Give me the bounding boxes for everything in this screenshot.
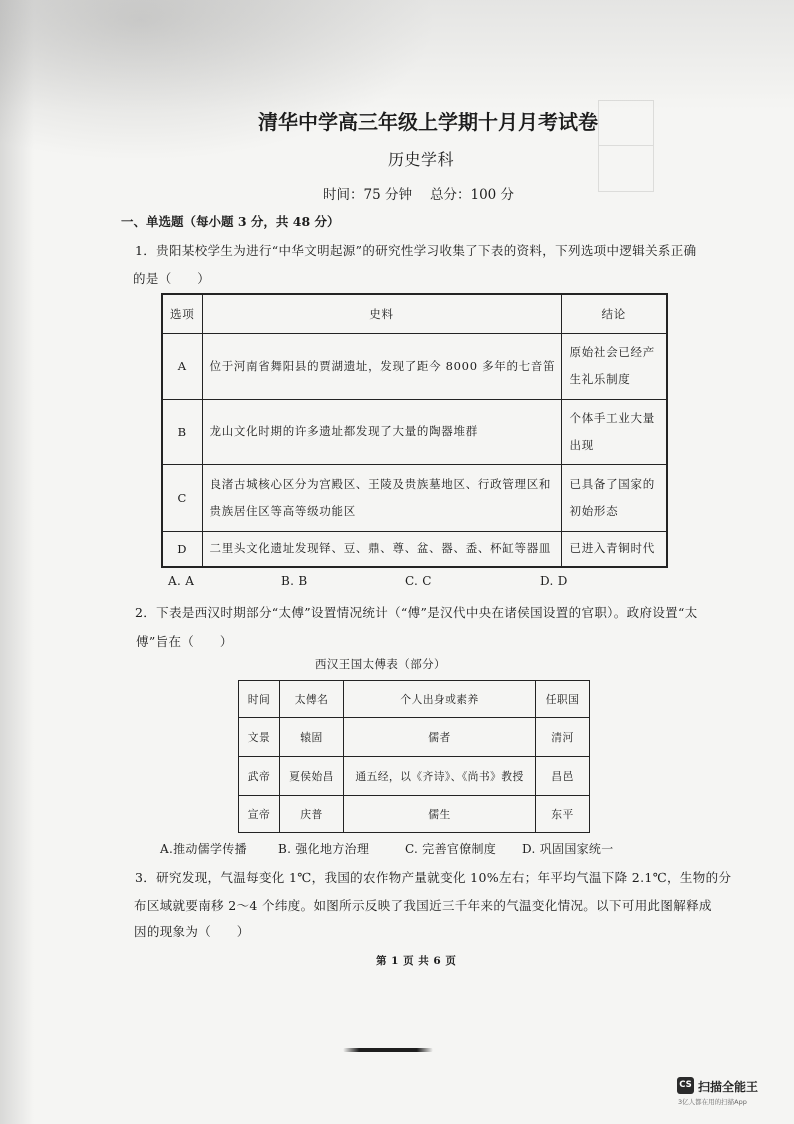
scan-artifact bbox=[343, 1048, 433, 1052]
cell-line: 已具备了国家的 bbox=[569, 476, 655, 491]
conclusion-cell bbox=[561, 531, 667, 567]
header-cell-tutor-name: 太傅名 bbox=[280, 681, 344, 718]
background-cell: 儒者 bbox=[344, 718, 536, 757]
table-row bbox=[162, 531, 667, 567]
choice-d: D. D bbox=[540, 574, 568, 588]
exam-total-score: 总分：100 分 bbox=[430, 187, 515, 203]
conclusion-cell bbox=[561, 333, 667, 399]
kingdom-cell: 昌邑 bbox=[536, 757, 590, 796]
choice-b: B. 强化地方治理 bbox=[278, 842, 370, 856]
table-row bbox=[162, 464, 667, 531]
kingdom-cell: 清河 bbox=[536, 718, 590, 757]
source-cell bbox=[202, 333, 561, 399]
choice-a: A. A bbox=[168, 574, 195, 588]
kingdom-cell: 东平 bbox=[536, 796, 590, 833]
choice-c: C. 完善官僚制度 bbox=[405, 842, 497, 856]
question-stem-line: 傅”旨在（ ） bbox=[136, 634, 233, 649]
choice-b: B. B bbox=[281, 574, 308, 588]
scanner-app-name: 扫描全能王 bbox=[698, 1080, 759, 1094]
bleed-through-mark bbox=[598, 100, 654, 192]
option-cell: B bbox=[162, 399, 202, 464]
question-stem-line: 3．研究发现，气温每变化 1℃，我国的农作物产量就变化 10%左右；年平均气温下降 2.1℃，生物的分 bbox=[135, 870, 732, 885]
table-row bbox=[239, 718, 590, 757]
cell-line: 已进入青铜时代 bbox=[569, 541, 655, 556]
header-cell-period: 时间 bbox=[239, 681, 280, 718]
choice-d: D. 巩固国家统一 bbox=[522, 842, 614, 856]
tutor-table bbox=[238, 680, 590, 833]
header-cell-conclusion: 结论 bbox=[561, 294, 667, 333]
option-cell: C bbox=[162, 464, 202, 531]
scanner-logo-icon: CS bbox=[677, 1077, 694, 1094]
option-cell: A bbox=[162, 333, 202, 399]
table-row bbox=[162, 399, 667, 464]
header-cell-background: 个人出身或素养 bbox=[344, 681, 536, 718]
tutor-name-cell: 辕固 bbox=[280, 718, 344, 757]
question-stem-line: 的是（ ） bbox=[133, 271, 211, 286]
cell-line: 良渚古城核心区分为宫殿区、王陵及贵族墓地区、行政管理区和 bbox=[209, 476, 552, 491]
source-table bbox=[161, 293, 668, 568]
exam-title: 清华中学高三年级上学期十月月考试卷 bbox=[258, 110, 598, 134]
table-header-row bbox=[239, 681, 590, 718]
period-cell: 宣帝 bbox=[239, 796, 280, 833]
section-heading: 一、单选题（每小题 3 分，共 48 分） bbox=[121, 214, 340, 229]
background-cell: 通五经，以《齐诗》、《尚书》教授 bbox=[344, 757, 536, 796]
period-cell: 文景 bbox=[239, 718, 280, 757]
question-stem-line: 2．下表是西汉时期部分“太傅”设置情况统计（“傅”是汉代中央在诸侯国设置的官职）。政府设置“太 bbox=[135, 605, 698, 620]
header-cell-kingdom: 任职国 bbox=[536, 681, 590, 718]
source-cell bbox=[202, 531, 561, 567]
cell-line: 龙山文化时期的许多遗址都发现了大量的陶器堆群 bbox=[209, 424, 478, 438]
cell-line: 生礼乐制度 bbox=[569, 372, 631, 386]
source-cell bbox=[202, 464, 561, 531]
cell-line: 出现 bbox=[569, 437, 594, 452]
exam-subject: 历史学科 bbox=[388, 150, 455, 169]
table-row bbox=[239, 757, 590, 796]
header-cell-source: 史料 bbox=[202, 294, 561, 333]
cell-line: 位于河南省舞阳县的贾湖遗址，发现了距今 8000 多年的七音笛 bbox=[209, 358, 556, 373]
tutor-name-cell: 夏侯始昌 bbox=[280, 757, 344, 796]
table-row bbox=[239, 796, 590, 833]
exam-time: 时间：75 分钟 bbox=[323, 187, 412, 203]
conclusion-cell bbox=[561, 399, 667, 464]
choice-a: A.推动儒学传播 bbox=[160, 842, 247, 856]
conclusion-cell bbox=[561, 464, 667, 531]
question-stem-line: 因的现象为（ ） bbox=[134, 924, 250, 939]
question-stem-line: 布区域就要南移 2～4 个纬度。如图所示反映了我国近三千年来的气温变化情况。以下可用此图解释成 bbox=[134, 898, 712, 913]
question-stem-line: 1．贵阳某校学生为进行“中华文明起源”的研究性学习收集了下表的资料，下列选项中逻辑关系正确 bbox=[135, 243, 697, 258]
table-row bbox=[162, 333, 667, 399]
table-title: 西汉王国太傅表（部分） bbox=[315, 657, 446, 671]
background-cell: 儒生 bbox=[344, 796, 536, 833]
cell-line: 贵族居住区等高等级功能区 bbox=[209, 503, 356, 518]
cell-line: 初始形态 bbox=[569, 503, 619, 518]
cell-line: 个体手工业大量 bbox=[569, 410, 655, 425]
tutor-name-cell: 庆普 bbox=[280, 796, 344, 833]
choice-c: C. C bbox=[405, 574, 432, 588]
option-cell: D bbox=[162, 531, 202, 567]
cell-line: 原始社会已经产 bbox=[569, 345, 655, 359]
page-number: 第 1 页 共 6 页 bbox=[376, 955, 457, 967]
source-cell bbox=[202, 399, 561, 464]
header-cell-option: 选项 bbox=[162, 294, 202, 333]
cell-line: 二里头文化遗址发现铎、豆、鼎、尊、盆、器、盉、杯缸等器皿 bbox=[209, 541, 552, 556]
table-header-row bbox=[162, 294, 667, 333]
scanner-tagline: 3亿人都在用的扫描App bbox=[678, 1098, 747, 1106]
period-cell: 武帝 bbox=[239, 757, 280, 796]
